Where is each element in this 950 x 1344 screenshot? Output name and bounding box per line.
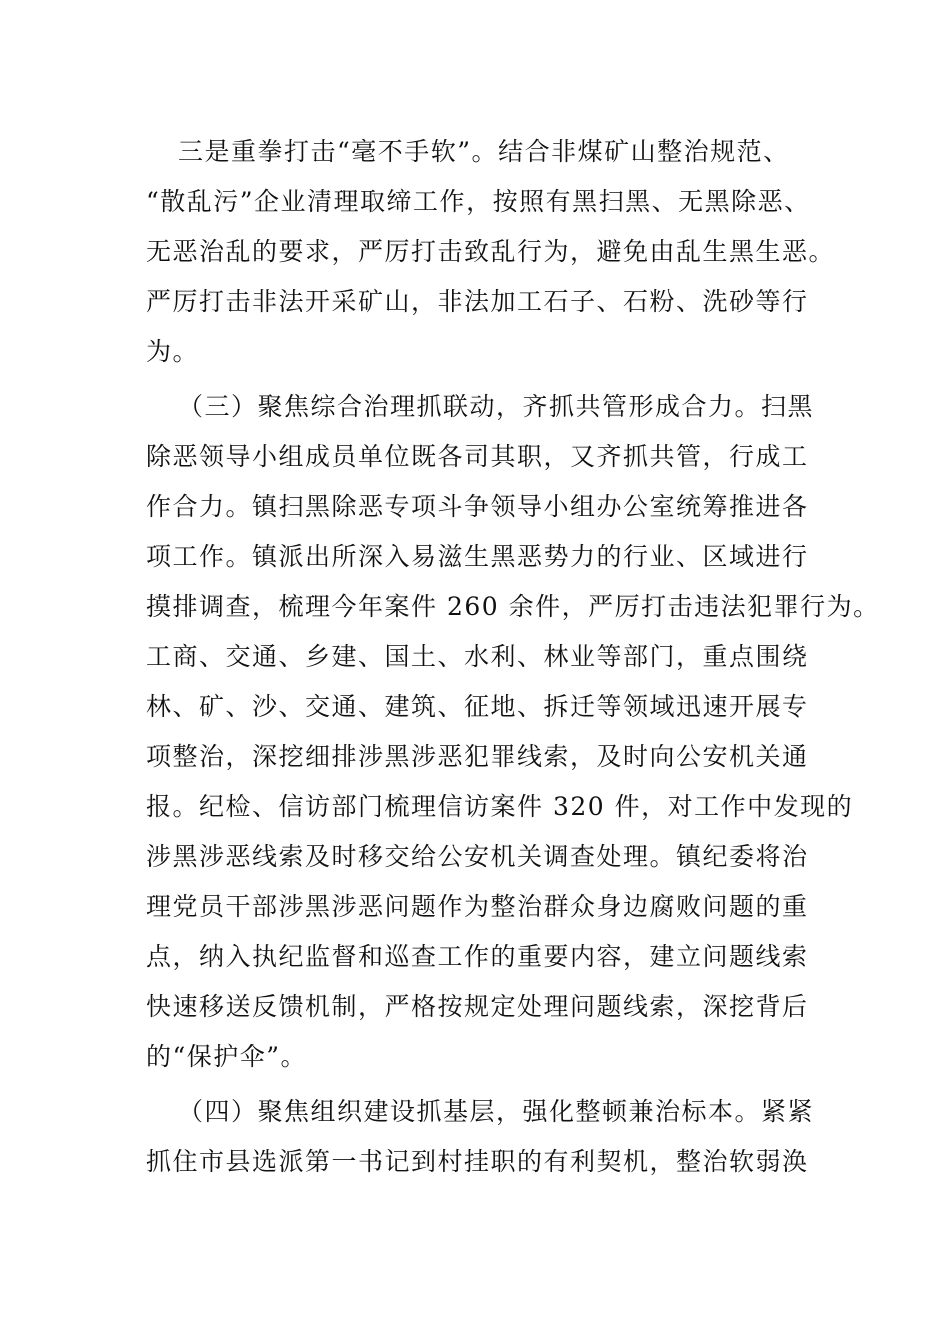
- paragraph-line: 除恶领导小组成员单位既各司其职，又齐抓共管，行成工: [146, 442, 809, 471]
- paragraph-line: 理党员干部涉黑涉恶问题作为整治群众身边腐败问题的重: [146, 892, 809, 921]
- paragraph-line: 工商、交通、乡建、国土、水利、林业等部门，重点围绕: [146, 642, 809, 671]
- paragraph-line: 项整治，深挖细排涉黑涉恶犯罪线索，及时向公安机关通: [146, 742, 809, 771]
- paragraph-line: 快速移送反馈机制，严格按规定处理问题线索，深挖背后: [146, 992, 809, 1021]
- section-heading-line: （四）聚焦组织建设抓基层，强化整顿兼治标本。紧紧: [178, 1097, 815, 1126]
- paragraph-line: 严厉打击非法开采矿山，非法加工石子、石粉、洗砂等行: [146, 287, 809, 316]
- paragraph-line: 无恶治乱的要求，严厉打击致乱行为，避免由乱生黑生恶。: [146, 237, 836, 266]
- paragraph-line: 报。纪检、信访部门梳理信访案件 320 件，对工作中发现的: [146, 792, 854, 821]
- paragraph-line: 的“保护伞”。: [146, 1042, 308, 1071]
- paragraph-line: 摸排调查，梳理今年案件 260 余件，严厉打击违法犯罪行为。: [146, 592, 880, 621]
- paragraph-line: 涉黑涉恶线索及时移交给公安机关调查处理。镇纪委将治: [146, 842, 809, 871]
- paragraph-line: 为。: [146, 337, 200, 366]
- paragraph-line: 点，纳入执纪监督和巡查工作的重要内容，建立问题线索: [146, 942, 809, 971]
- paragraph-line: 三是重拳打击“毫不手软”。结合非煤矿山整治规范、: [178, 137, 790, 166]
- paragraph-line: 项工作。镇派出所深入易滋生黑恶势力的行业、区域进行: [146, 542, 809, 571]
- paragraph-line: 林、矿、沙、交通、建筑、征地、拆迁等领域迅速开展专: [146, 692, 809, 721]
- section-heading-line: （三）聚焦综合治理抓联动，齐抓共管形成合力。扫黑: [178, 392, 815, 421]
- paragraph-line: “散乱污”企业清理取缔工作，按照有黑扫黑、无黑除恶、: [146, 187, 811, 216]
- paragraph-line: 抓住市县选派第一书记到村挂职的有利契机，整治软弱涣: [146, 1147, 809, 1176]
- paragraph-line: 作合力。镇扫黑除恶专项斗争领导小组办公室统筹推进各: [146, 492, 809, 521]
